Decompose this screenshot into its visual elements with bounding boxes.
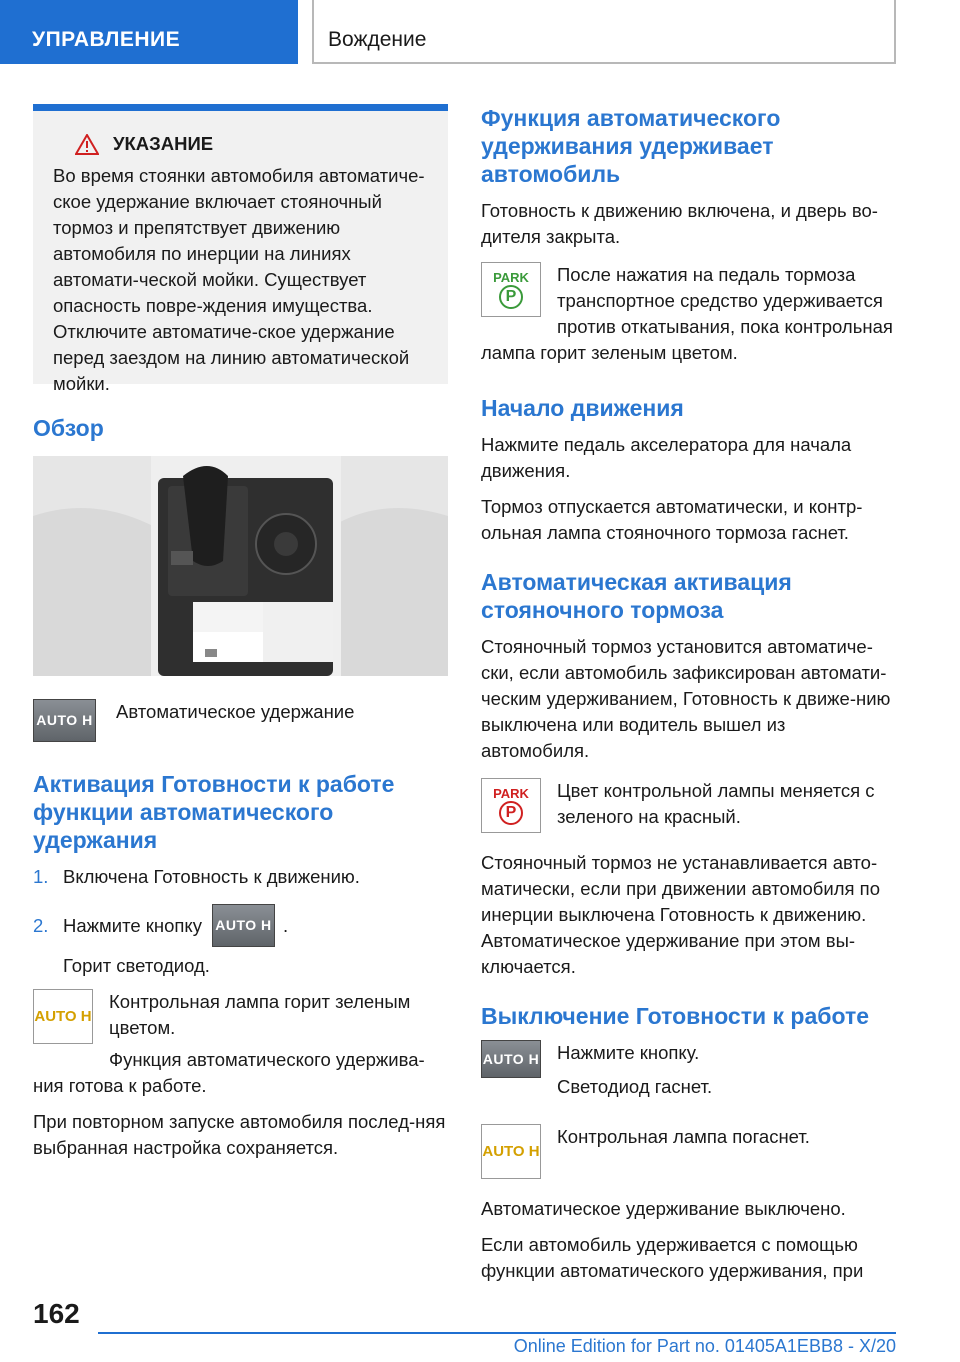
warning-triangle-icon [75, 134, 99, 155]
auto-hold-button-icon: AUTO H [33, 699, 96, 742]
park-red-text: Цвет контрольной лампы меняется с зеленого на красный. [557, 780, 875, 827]
hold-heading: Функция автоматического удерживания удерживает автомобиль [481, 105, 781, 187]
auto-hold-caption: Автоматическое удержание [116, 701, 355, 722]
warning-header [75, 133, 428, 155]
step-text: Включена Готовность к движению. [63, 866, 360, 887]
auto-park-p1: Стояночный тормоз установится автоматиче-ски, если автомобиль зафиксирован автомати-ческим удерживанием, Готовность к движе-нию выключена или водитель вышел из автомобиля. [481, 636, 891, 761]
deactivate-led-off: Светодиод гаснет. [557, 1076, 713, 1097]
park-symbol: P [499, 285, 523, 309]
deactivate-button-block [481, 1040, 896, 1102]
warning-box [33, 104, 448, 394]
warning-text: Во время стоянки автомобиля автоматиче-ское удержание включает стояночный тормоз и препятствует движению автомобиля по инерции на линиях автомати-ческой мойки. Существует опасность повре-ждения имущества. Отключите автоматиче-ское удержание перед заездом на линию автоматической мойки. [53, 165, 425, 394]
start-p2: Тормоз отпускается автоматически, и контр-ольная лампа стояночного тормоза гаснет. [481, 496, 863, 543]
page-number: 162 [33, 1298, 80, 1329]
deactivate-press: Нажмите кнопку. [557, 1042, 700, 1063]
right-column [481, 104, 896, 1284]
step-number: 2. [33, 914, 49, 936]
lamp-label: AUTO H [34, 1008, 92, 1025]
overview-heading: Обзор [33, 415, 104, 441]
park-lamp-red-icon [481, 778, 541, 833]
auto-park-p2: Стояночный тормоз не устанавливается авто-матически, если при движении автомобиля по инерции выключена Готовность к движению. Автоматическое удерживание при этом вы-ключается. [481, 852, 880, 977]
restart-text: При повторном запуске автомобиля послед-няя выбранная настройка сохраняется. [33, 1111, 446, 1158]
park-label: PARK [493, 786, 529, 801]
footer-text: Online Edition for Part no. 01405A1EBB8 - X/20 [513, 1336, 896, 1356]
step-end: . [282, 914, 289, 936]
start-heading: Начало движения [481, 395, 684, 421]
lamp-label: AUTO H [482, 1143, 540, 1160]
ready-text: Функция автоматического удержива-ния готова к работе. [33, 1049, 425, 1096]
deactivate-p1: Автоматическое удерживание выключено. [481, 1198, 846, 1219]
lamp-off-text: Контрольная лампа погаснет. [557, 1126, 810, 1147]
list-item [33, 904, 448, 947]
list-item [33, 864, 448, 890]
park-lamp-green-icon [481, 262, 541, 317]
lamp-green-text: Контрольная лампа горит зеленым цветом. [109, 991, 411, 1038]
center-console-photo [33, 456, 448, 676]
activation-heading: Активация Готовности к работе функции автоматического удержания [33, 771, 395, 853]
park-text: После нажатия на педаль тормоза транспортное средство удерживается против откатывания, пока контрольная лампа горит зеленым цветом. [481, 264, 893, 363]
park-symbol: P [499, 801, 523, 825]
subsection-title: Вождение [312, 0, 896, 64]
deactivate-lamp-block [481, 1124, 896, 1184]
step-number: 1. [33, 866, 49, 887]
auto-hold-caption-row [33, 699, 448, 742]
deactivate-p2: Если автомобиль удерживается с помощью функции автоматического удерживания, при [481, 1234, 864, 1281]
lamp-block [33, 989, 448, 1099]
park-block [481, 262, 896, 366]
start-p1: Нажмите педаль акселератора для начала движения. [481, 434, 852, 481]
auto-hold-button-icon: AUTO H [481, 1040, 541, 1078]
section-tab: УПРАВЛЕНИЕ [0, 0, 298, 64]
footer-divider [98, 1332, 896, 1334]
auto-hold-button-icon: AUTO H [212, 904, 275, 947]
hold-intro: Готовность к движению включена, и дверь во-дителя закрыта. [481, 200, 878, 247]
auto-hold-lamp-icon [481, 1124, 541, 1179]
auto-park-heading: Автоматическая активация стояночного тормоза [481, 569, 792, 623]
park-red-block [481, 778, 896, 840]
step-text: Нажмите кнопку [63, 914, 202, 936]
left-column [33, 104, 448, 1161]
warning-title: УКАЗАНИЕ [113, 133, 214, 154]
activation-steps [33, 864, 448, 947]
park-label: PARK [493, 270, 529, 285]
led-on-text: Горит светодиод. [63, 955, 210, 976]
deactivate-heading: Выключение Готовности к работе [481, 1003, 870, 1029]
auto-hold-lamp-icon [33, 989, 93, 1044]
